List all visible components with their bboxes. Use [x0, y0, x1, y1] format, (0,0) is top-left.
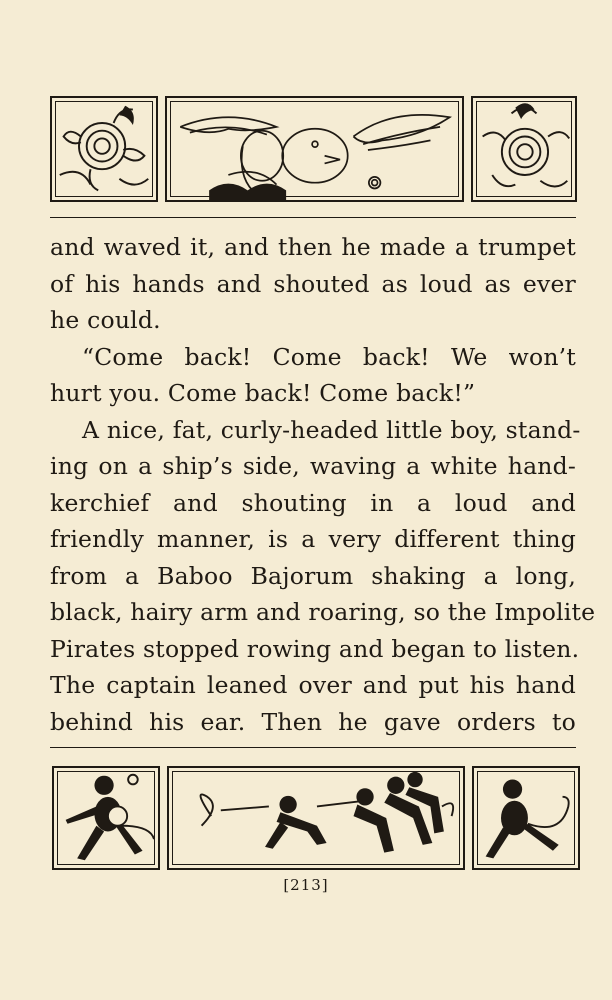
text-line: kerchief and shouting in a loud and: [50, 488, 576, 517]
page-number: [213]: [283, 876, 329, 894]
text-line: he could.: [50, 306, 161, 334]
boy-with-bird-icon: [167, 98, 462, 200]
rose-ornament-icon: [52, 98, 156, 200]
top-center-boy-bird-illustration: [165, 96, 464, 202]
monkeys-chase-icon: [169, 768, 463, 868]
top-right-rose-illustration: [471, 96, 577, 202]
top-left-rose-illustration: [50, 96, 158, 202]
top-rule: [50, 217, 576, 218]
bottom-center-monkeys-chase-illustration: [167, 766, 465, 870]
bottom-rule: [50, 747, 576, 748]
rose-ornament-icon: [473, 98, 575, 200]
text-line: A nice, fat, curly-headed little boy, stand-: [82, 415, 581, 444]
text-line: of his hands and shouted as loud as ever: [50, 269, 576, 298]
text-line: friendly manner, is a very different thing: [50, 525, 576, 553]
text-line: The captain leaned over and put his hand: [50, 671, 576, 699]
text-line: from a Baboo Bajorum shaking a long,: [50, 561, 576, 590]
monkey-running-icon: [474, 768, 578, 868]
text-line: and waved it, and then he made a trumpet: [50, 233, 576, 261]
bottom-left-monkey-illustration: [52, 766, 160, 870]
text-line: Pirates stopped rowing and began to listen.: [50, 634, 580, 663]
monkey-running-icon: [54, 768, 158, 868]
text-line: “Come back! Come back! We won’t: [82, 342, 576, 371]
text-line: behind his ear. Then he gave orders to: [50, 707, 576, 736]
bottom-right-monkey-illustration: [472, 766, 580, 870]
text-line: hurt you. Come back! Come back!”: [50, 379, 476, 407]
body-text: [50, 229, 596, 740]
text-line: black, hairy arm and roaring, so the Impolite: [50, 598, 596, 626]
text-line: ing on a ship’s side, waving a white hand-: [50, 452, 576, 480]
